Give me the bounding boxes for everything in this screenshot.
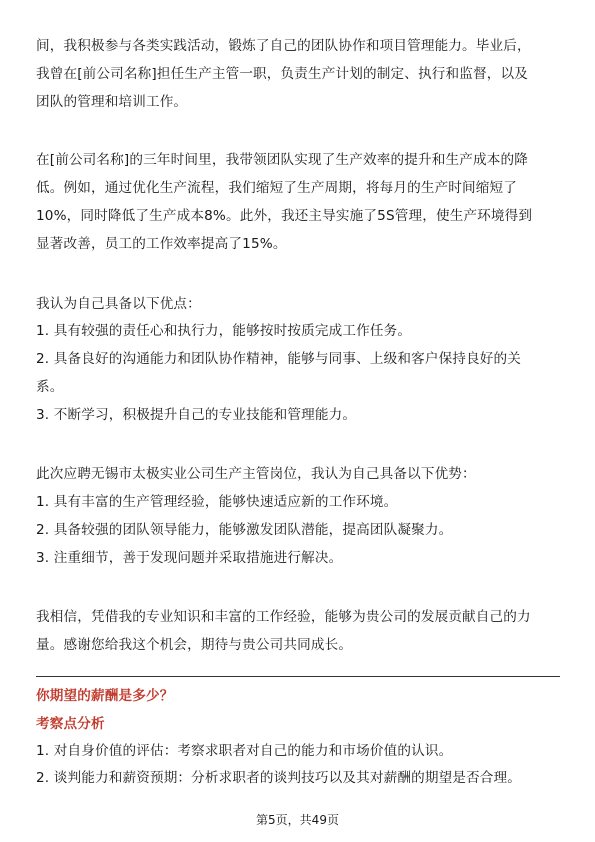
list-item: 1. 具有较强的责任心和执行力，能够按时按质完成工作任务。 (36, 323, 412, 339)
analysis-heading: 考察点分析 (36, 716, 105, 732)
paragraph-line: 量。感谢您给我这个机会，期待与贵公司共同成长。 (36, 637, 353, 653)
list-item: 1. 对自身价值的评估：考察求职者对自己的能力和市场价值的认识。 (36, 743, 453, 759)
paragraph-line: 我曾在[前公司名称]担任生产主管一职，负责生产计划的制定、执行和监督，以及 (36, 66, 528, 82)
list-item-continuation: 系。 (36, 379, 64, 395)
paragraph-line: 在[前公司名称]的三年时间里，我带领团队实现了生产效率的提升和生产成本的降 (36, 152, 528, 168)
paragraph-line: 团队的管理和培训工作。 (36, 94, 188, 110)
paragraph-line: 此次应聘无锡市太极实业公司生产主管岗位，我认为自己具备以下优势： (36, 466, 476, 482)
list-item: 2. 具备良好的沟通能力和团队协作精神，能够与同事、上级和客户保持良好的关 (36, 351, 522, 367)
list-item: 3. 注重细节，善于发现问题并采取措施进行解决。 (36, 550, 343, 566)
list-item: 2. 具备较强的团队领导能力，能够激发团队潜能，提高团队凝聚力。 (36, 522, 453, 538)
paragraph-line: 低。例如，通过优化生产流程，我们缩短了生产周期，将每月的生产时间缩短了 (36, 180, 518, 196)
page-number: 第5页，共49页 (256, 813, 339, 827)
list-item: 3. 不断学习，积极提升自己的专业技能和管理能力。 (36, 407, 357, 423)
paragraph-line: 我相信，凭借我的专业知识和丰富的工作经验，能够为贵公司的发展贡献自己的力 (36, 609, 531, 625)
paragraph-line: 显著改善，员工的工作效率提高了15%。 (36, 236, 287, 252)
paragraph-line: 间，我积极参与各类实践活动，锻炼了自己的团队协作和项目管理能力。毕业后， (36, 38, 531, 54)
paragraph-line: 10%，同时降低了生产成本8%。此外，我还主导实施了5S管理，使生产环境得到 (36, 208, 533, 224)
question-title: 你期望的薪酬是多少？ (36, 688, 174, 704)
paragraph-line: 我认为自己具备以下优点： (36, 296, 201, 312)
list-item: 1. 具有丰富的生产管理经验，能够快速适应新的工作环境。 (36, 494, 398, 510)
section-divider (36, 676, 560, 677)
list-item: 2. 谈判能力和薪资预期：分析求职者的谈判技巧以及其对薪酬的期望是否合理。 (36, 770, 522, 786)
